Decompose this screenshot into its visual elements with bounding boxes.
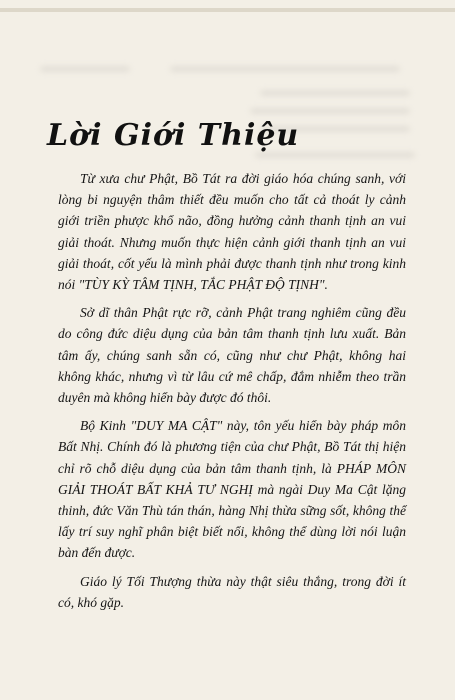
- intro-body: [58, 168, 406, 620]
- paragraph: Bộ Kinh "DUY MA CẬT" này, tôn yếu hiển bày pháp môn Bất Nhị. Chính đó là phương tiện của chư Phật, Bồ Tát thị hiện chỉ rõ chỗ diệu dụng của bản tâm thanh tịnh, là PHÁP MÔN GIẢI THOÁT BẤT KHẢ TƯ NGHỊ mà ngài Duy Ma Cật lặng thinh, đức Văn Thù tán thán, hàng Nhị thừa sững sốt, không thể lấy trí suy nghĩ phân biệt biết nổi, không thể dùng lời nói luận bàn đến được.: [58, 418, 406, 561]
- paragraph: Giáo lý Tối Thượng thừa này thật siêu thắng, trong đời ít có, khó gặp.: [58, 573, 406, 610]
- bleed-through-mark: [250, 108, 410, 114]
- bleed-through-mark: [170, 66, 400, 72]
- paragraph: Từ xưa chư Phật, Bồ Tát ra đời giáo hóa chúng sanh, với lòng bi nguyện thâm thiết đều muốn cho tất cả thoát ly cảnh giới triền phược khổ não, đồng hưởng cảnh thanh tịnh an vui giải thoát. Nhưng muốn thực hiện cảnh giới thanh tịnh an vui giải thoát, cốt yếu là mình phải được thanh tịnh như trong kinh nói "TÙY KỲ TÂM TỊNH, TẮC PHẬT ĐỘ TỊNH".: [58, 171, 406, 293]
- page-title: Lời Giới Thiệu: [47, 118, 300, 153]
- bleed-through-mark: [40, 66, 130, 72]
- top-edge-shadow: [0, 8, 455, 12]
- paragraph: Sở dĩ thân Phật rực rỡ, cảnh Phật trang nghiêm cũng đều do công đức diệu dụng của bản tâm thanh tịnh lưu xuất. Bản tâm ấy, chúng sanh sẵn có, cũng như chư Phật, không hai không khác, nhưng vì từ lâu cứ mê chấp, đắm nhiễm theo trần duyên mà không hiển bày được đó thôi.: [58, 305, 406, 406]
- bleed-through-mark: [260, 90, 410, 96]
